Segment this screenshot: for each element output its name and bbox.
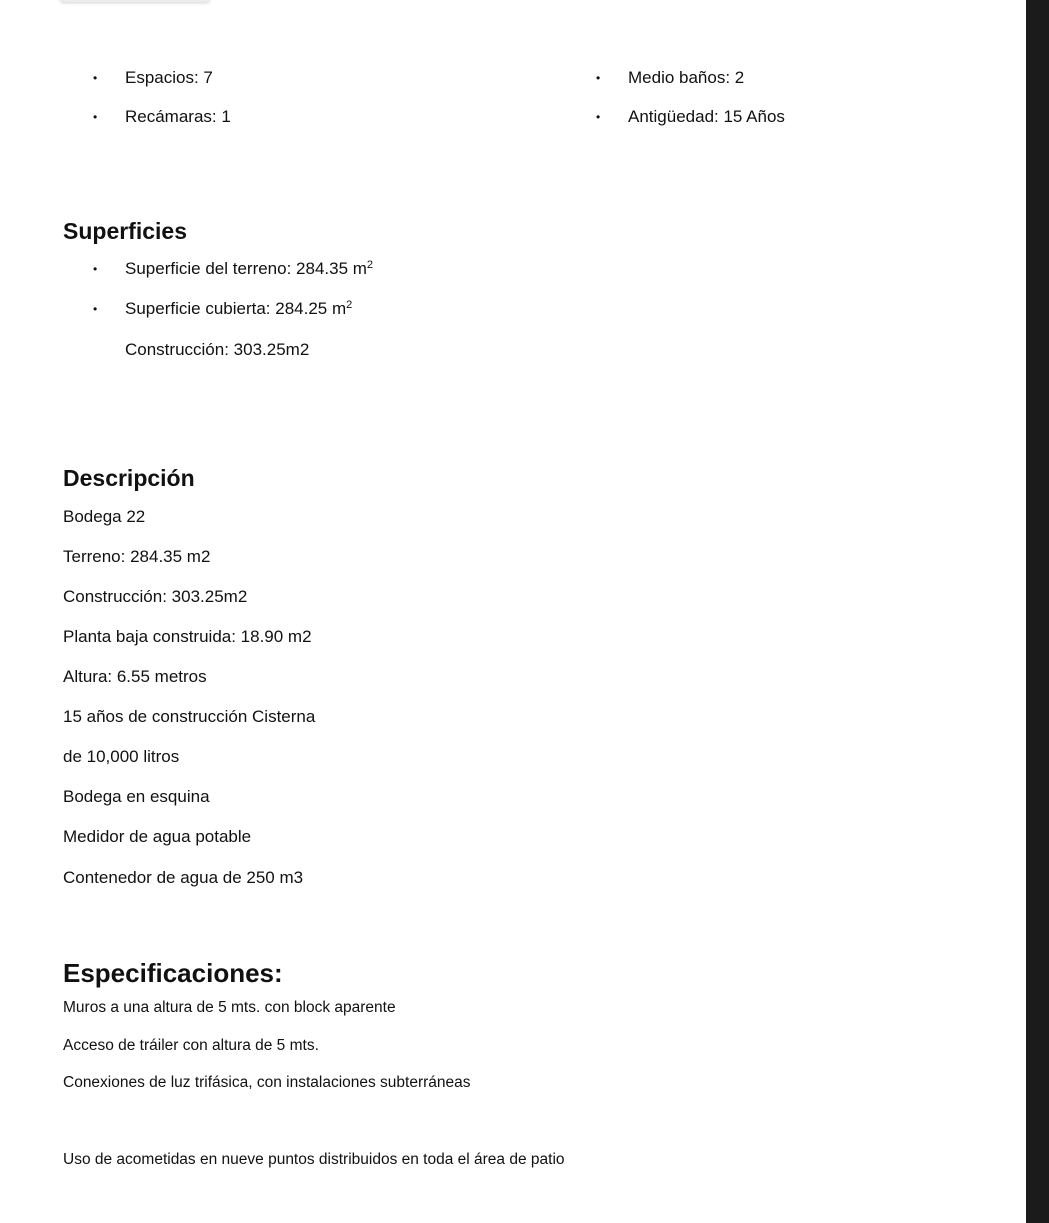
descripcion-line: Terreno: 284.35 m2 <box>63 547 211 566</box>
descripcion-line: Contenedor de agua de 250 m3 <box>63 868 304 887</box>
descripcion-line: Construcción: 303.25m2 <box>63 587 248 606</box>
superficie-label: Superficie cubierta: 284.25 m <box>125 299 347 318</box>
superficies-heading: Superficies <box>63 218 187 244</box>
page-edge-shadow <box>60 0 210 2</box>
descripcion-line: 15 años de construcción Cisterna <box>63 707 316 726</box>
unit-superscript: 2 <box>366 259 374 271</box>
feature-label: Espacios: 7 <box>125 68 213 87</box>
especificacion-line: Uso de acometidas en nueve puntos distribuidos en toda el área de patio <box>63 1151 565 1168</box>
feature-antiguedad <box>596 107 785 127</box>
feature-recamaras <box>93 107 231 127</box>
bullet-dot: • <box>596 110 601 124</box>
bullet-dot: • <box>93 110 98 124</box>
feature-label: Medio baños: 2 <box>628 68 745 87</box>
superficie-terreno <box>93 259 374 279</box>
feature-label: Recámaras: 1 <box>125 107 231 126</box>
superficie-construccion-note: Construcción: 303.25m2 <box>125 340 310 359</box>
feature-label: Antigüedad: 15 Años <box>628 107 785 126</box>
especificacion-line: Muros a una altura de 5 mts. con block aparente <box>63 999 396 1016</box>
descripcion-line: Medidor de agua potable <box>63 827 252 846</box>
especificaciones-heading: Especificaciones: <box>63 958 283 988</box>
feature-espacios <box>93 68 213 88</box>
descripcion-line: Planta baja construida: 18.90 m2 <box>63 627 312 646</box>
viewer-side-panel <box>1026 0 1049 1223</box>
descripcion-line: Altura: 6.55 metros <box>63 667 207 686</box>
descripcion-line: Bodega 22 <box>63 507 146 526</box>
especificacion-line: Acceso de tráiler con altura de 5 mts. <box>63 1037 319 1054</box>
bullet-dot: • <box>596 71 601 85</box>
descripcion-line: Bodega en esquina <box>63 787 210 806</box>
superficie-cubierta <box>93 299 353 319</box>
especificacion-line: Conexiones de luz trifásica, con instalaciones subterráneas <box>63 1074 471 1091</box>
bullet-dot: • <box>93 302 98 316</box>
feature-medio-banos <box>596 68 745 88</box>
descripcion-heading: Descripción <box>63 465 195 491</box>
superficie-label: Superficie del terreno: 284.35 m <box>125 259 367 278</box>
unit-superscript: 2 <box>346 299 353 311</box>
descripcion-line: de 10,000 litros <box>63 747 180 766</box>
bullet-dot: • <box>93 262 98 276</box>
bullet-dot: • <box>93 71 98 85</box>
